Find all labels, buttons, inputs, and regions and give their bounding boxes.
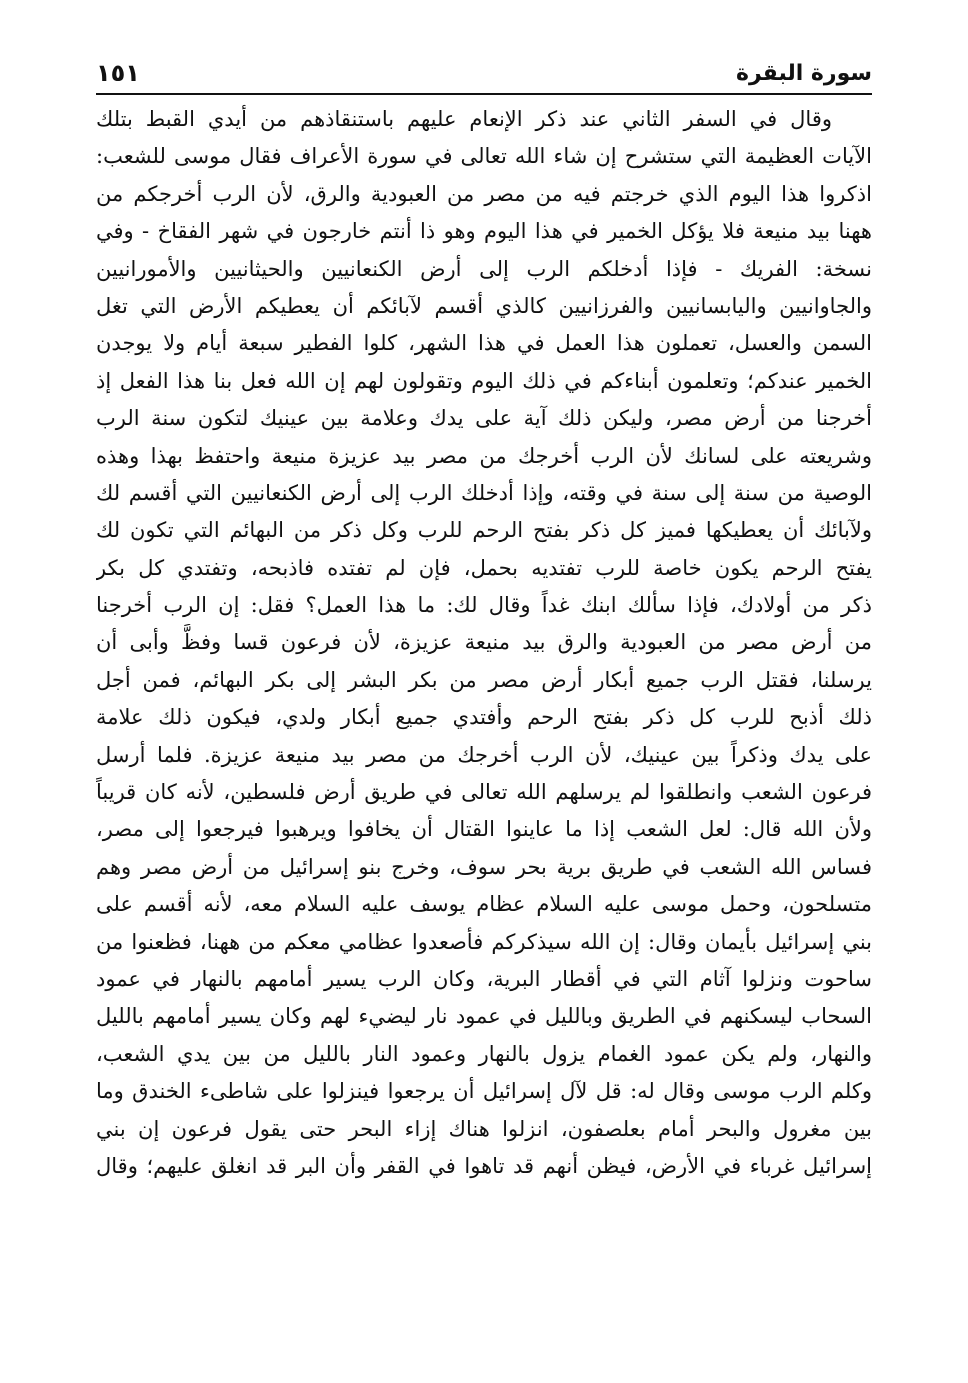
text-line: على يدك وذكراً بين عينيك، لأن الرب أخرجك من مصر بيد منيعة عزيزة. فلما أرسل [96, 742, 872, 767]
text-line: السحاب ليسكنهم في الطريق وبالليل في عمود نار ليضيء لهم وكان يسير أمامهم بالليل [96, 1004, 872, 1029]
text-line: السمن والعسل، تعملون هذا العمل في هذا الشهر، كلوا الفطير سبعة أيام ولا يوجدن [96, 331, 872, 356]
text-line: ذلك أذبح للرب كل ذكر بفتح الرحم وأفتدي جميع أبكار ولدي، فيكون ذلك علامة [96, 705, 872, 730]
text-line: متسلحون، وحمل موسى عليه السلام عظام يوسف عليه السلام معه، لأنه أقسم على [96, 892, 872, 917]
text-line: الوصية من سنة إلى سنة في وقته، وإذا أدخلك الرب إلى أرض الكنعانيين التي أقسم لك [96, 480, 872, 505]
text-line: وقال في السفر الثاني عند ذكر الإنعام عليهم باستنقاذهم من أيدي القبط بتلك [96, 107, 832, 131]
text-line: إسرائيل غرباء في الأرض، فيظن أنهم قد تاهوا في القفر وأن البر قد انغلق عليهم؛ وقال [96, 1153, 872, 1178]
text-line: والجاوانيين واليابسانيين والفرزانيين كالذي أقسم لآبائكم أن يعطيكم الأرض التي تغل [96, 293, 872, 318]
text-line: فساس الله الشعب في طريق برية بحر سوف، وخرج بنو إسرائيل من أرض مصر وهم [96, 854, 872, 879]
text-line: بني إسرائيل بأيمان وقال: إن الله سيذكركم فأصعدوا عظامي معكم من ههنا، فظعنوا من [96, 929, 872, 954]
text-line: ذكر من أولادك، فإذا سألك ابنك غداً وقال لك: ما هذا العمل؟ فقل: إن الرب أخرجنا [96, 593, 872, 618]
header-divider [96, 93, 872, 95]
text-line: اذكروا هذا اليوم الذي خرجتم فيه من مصر من العبودية والرق، لأن الرب أخرجكم من [96, 181, 872, 206]
text-line: ولآبائك أن يعطيكها فميز كل ذكر بفتح الرحم للرب وكل ذكر من البهائم التي تكون لك [96, 518, 872, 543]
text-line: والنهار، ولم يكن عمود الغمام يزول بالنهار وعمود النار بالليل من بين يدي الشعب، [96, 1041, 872, 1066]
text-line: الخمير عندكم؛ وتعلمون أبناءكم في ذلك اليوم وتقولون لهم إن الله فعل بنا هذا الفعل إذ [96, 368, 872, 393]
text-line: بين مغرول والبحر أمام بعلصفون، انزلوا هناك إزاء البحر حتى يقول فرعون إن بني [96, 1116, 872, 1141]
text-line: نسخة: الفريك - فإذا أدخلكم الرب إلى أرض الكنعانيين والحيثانيين والأمورانيين [96, 256, 872, 281]
body-text [96, 101, 872, 1185]
text-line: أخرجنا من أرض مصر، وليكن ذلك آية على يدك وعلامة بين عينيك لتكون سنة الرب [96, 406, 872, 431]
text-line: ولأن الله قال: لعل الشعب إذا ما عاينوا القتال أن يخافوا ويرهبوا فيرجعوا إلى مصر، [96, 817, 872, 842]
text-line: من أرض مصر من العبودية والرق بيد منيعة عزيزة، لأن فرعون قسا وفظَّ وأبى أن [96, 630, 872, 655]
text-line: ههنا بيد منيعة فلا يؤكل الخمير في هذا اليوم وهو ذا أنتم خارجون في شهر الفقاخ - وفي [96, 219, 872, 244]
text-line: فرعون الشعب وانطلقوا لم يرسلهم الله تعالى في طريق أرض فلسطين، لأنه كان قريباً [96, 780, 872, 805]
text-line: يفتح الرحم يكون خاصة للرب تفتديه بحمل، فإن لم تفتده فاذبحه، وتفتدي كل بكر [96, 555, 872, 580]
running-title: سورة البقرة [735, 61, 872, 86]
page-header [96, 52, 872, 92]
text-line: وكلم الرب موسى وقال له: قل لآل إسرائيل أن يرجعوا فينزلوا على شاطىء الخندق وما [96, 1079, 872, 1104]
text-line: الآيات العظيمة التي ستشرح إن شاء الله تعالى في سورة الأعراف فقال موسى للشعب: [96, 144, 872, 169]
text-line: يرسلنا، فقتل الرب جميع أبكار أرض مصر من بكر البشر إلى بكر البهائم، فمن أجل [96, 667, 872, 692]
page-number: ١٥١ [96, 59, 140, 87]
text-line: وشريعته على لسانك لأن الرب أخرجك من مصر بيد عزيزة منيعة واحتفظ بهذا وهذه [96, 443, 872, 468]
text-line: ساحوت ونزلوا آثام التي في أقطار البرية، وكان الرب يسير أمامهم بالنهار في عمود [96, 966, 872, 991]
